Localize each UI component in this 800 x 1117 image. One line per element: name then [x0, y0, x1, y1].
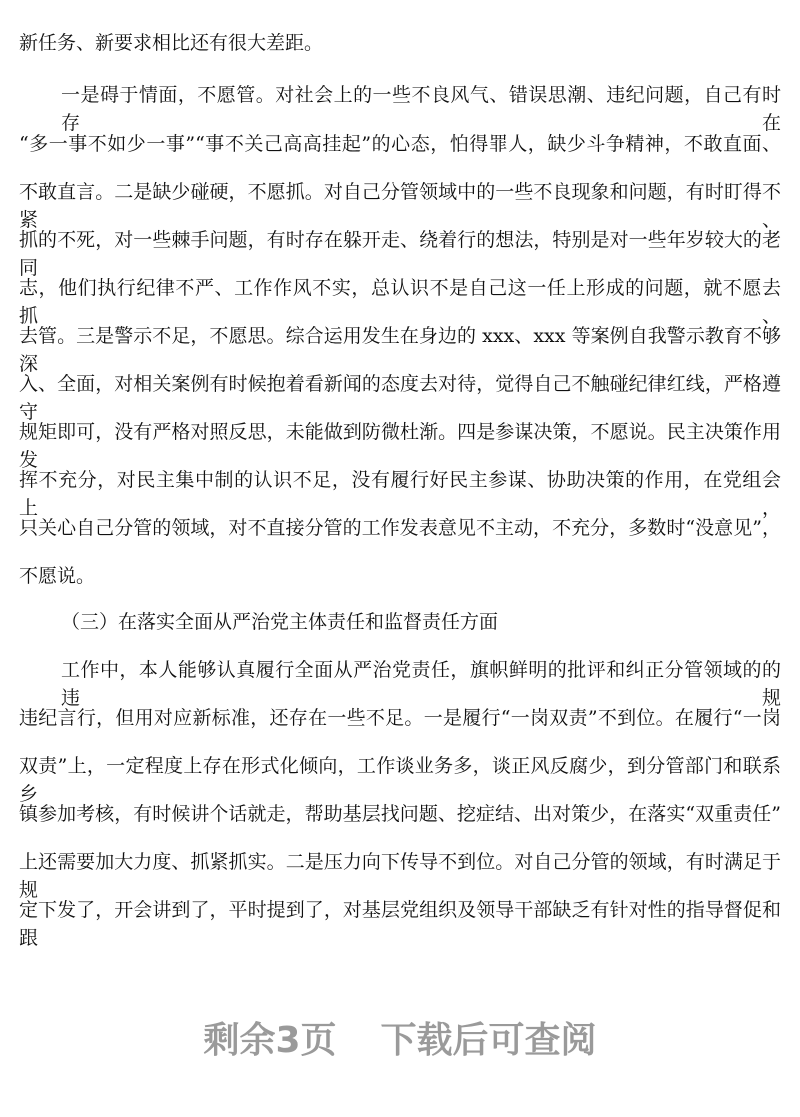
text-line: 镇参加考核，有时候讲个话就走，帮助基层找问题、挖症结、出对策少，在落实“双重责任” [19, 803, 781, 825]
text-line: 双责”上，一定程度上存在形式化倾向，工作谈业务多，谈正风反腐少，到分管部门和联系乡 [19, 755, 781, 805]
text-line: “多一事不如少一事”“事不关己高高挂起”的心态，怕得罪人，缺少斗争精神，不敢直面、 [19, 133, 781, 155]
download-to-view-label[interactable]: 下载后可查阅 [380, 1020, 597, 1061]
download-prompt[interactable] [0, 1012, 800, 1063]
text-line: 入、全面，对相关案例有时候抱着看新闻的态度去对待，觉得自己不触碰纪律红线，严格遵守 [19, 373, 781, 423]
text-line: 不愿说。 [19, 565, 96, 587]
text-line: 违纪言行，但用对应新标准，还存在一些不足。一是履行“一岗双责”不到位。在履行“一岗 [19, 707, 781, 729]
text-line: 上还需要加大力度、抓紧抓实。二是压力向下传导不到位。对自己分管的领域，有时满足于规 [19, 851, 781, 901]
text-line: 志，他们执行纪律不严、工作作风不实，总认识不是自己这一任上形成的问题，就不愿去抓、 [19, 277, 781, 327]
text-line: 新任务、新要求相比还有很大差距。 [19, 32, 324, 54]
text-line: 挥不充分，对民主集中制的认识不足，没有履行好民主参谋、协助决策的作用，在党组会上， [19, 469, 781, 519]
section-heading: （三）在落实全面从严治党主体责任和监督责任方面 [61, 611, 499, 633]
text-line: 只关心自己分管的领域，对不直接分管的工作发表意见不主动，不充分，多数时“没意见”， [19, 517, 781, 539]
text-line: 去管。三是警示不足，不愿思。综合运用发生在身边的 xxx、xxx 等案例自我警示教育不够深 [19, 325, 781, 375]
text-line: 抓的不死，对一些棘手问题，有时存在躲开走、绕着行的想法，特别是对一些年岁较大的老同 [19, 229, 781, 279]
text-line: 定下发了，开会讲到了，平时提到了，对基层党组织及领导干部缺乏有针对性的指导督促和跟 [19, 899, 781, 949]
text-line: 工作中，本人能够认真履行全面从严治党责任，旗帜鲜明的批评和纠正分管领域的的违规 [61, 659, 781, 709]
remaining-pages-label: 剩余3页 [203, 1020, 337, 1061]
text-line: 不敢直言。二是缺少碰硬，不愿抓。对自己分管领域中的一些不良现象和问题，有时盯得不紧、 [19, 181, 781, 231]
text-line: 一是碍于情面，不愿管。对社会上的一些不良风气、错误思潮、违纪问题，自己有时存在 [61, 84, 781, 134]
text-line: 规矩即可，没有严格对照反思，未能做到防微杜渐。四是参谋决策，不愿说。民主决策作用发 [19, 421, 781, 471]
